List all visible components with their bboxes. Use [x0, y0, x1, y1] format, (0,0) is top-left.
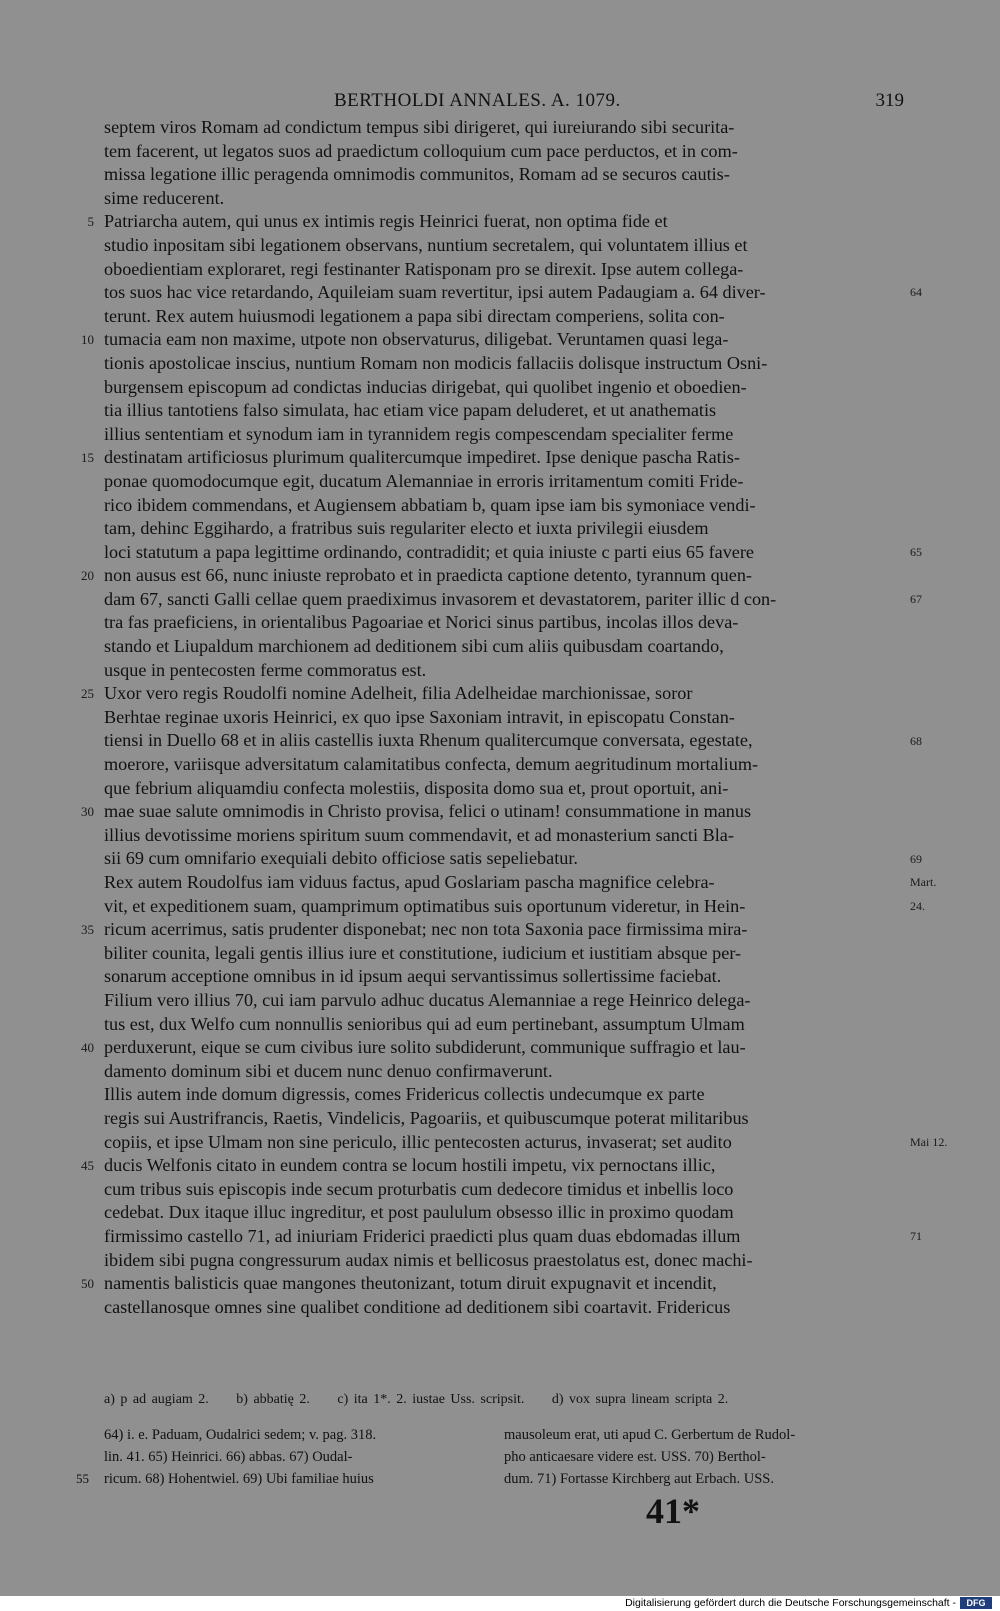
line-text: tia illius tantotiens falso simulata, hac etiam vice papam deluderet, et ut anathematis	[104, 400, 717, 421]
text-line	[104, 1013, 904, 1037]
text-line	[104, 140, 904, 164]
margin-note: 69	[910, 851, 922, 866]
text-line	[104, 376, 904, 400]
line-text: biliter counita, legali gentis illius iure et constitutione, iudicium et iustitiam absque per-	[104, 942, 742, 963]
running-title: BERTHOLDI ANNALES. A. 1079.	[334, 90, 621, 111]
margin-note: 68	[910, 733, 922, 748]
dfg-footer	[0, 1596, 1000, 1611]
line-text: sime reducerent.	[104, 187, 225, 208]
text-line	[104, 281, 904, 305]
margin-note: 71	[910, 1229, 922, 1244]
line-text: firmissimo castello 71, ad iniuriam Friderici praedicti plus quam duas ebdomadas illum	[104, 1225, 741, 1246]
text-line	[104, 659, 904, 683]
main-text	[81, 116, 948, 1319]
line-text: perduxerunt, eique se cum civibus iure solito subdiderunt, communique suffragio et lau-	[104, 1037, 746, 1058]
text-line	[104, 116, 904, 140]
text-line	[104, 729, 904, 753]
text-line	[104, 423, 904, 447]
line-text: copiis, et ipse Ulmam non sine periculo, illic pentecosten acturus, invaserat; set audito	[104, 1131, 732, 1152]
line-text: tiensi in Duello 68 et in aliis castellis iuxta Rhenum qualitercumque conversata, egestate,	[104, 730, 753, 751]
line-text: cum tribus suis episcopis inde secum proturbatis cum dedecore timidus et inbellis loco	[104, 1178, 734, 1199]
line-text: loci statutum a papa legittime ordinando, contradidit; et quia iniuste c parti eius 65 favere	[104, 541, 755, 562]
line-text: Uxor vero regis Roudolfi nomine Adelheit, filia Adelheidae marchionissae, soror	[104, 683, 693, 704]
line-number: 20	[81, 568, 94, 584]
text-line	[104, 635, 904, 659]
line-number: 40	[81, 1040, 94, 1056]
signature-mark: 41*	[646, 1491, 700, 1531]
text-line	[104, 1178, 904, 1202]
line-text: tionis apostolicae inscius, nuntium Romam non modicis fallaciis dolisque instructum Osni-	[104, 352, 768, 373]
text-line	[104, 1036, 904, 1060]
line-text: Illis autem inde domum digressis, comes Fridericus collectis undecumque ex parte	[104, 1084, 705, 1105]
text-line	[104, 1083, 904, 1107]
line-text: mae suae salute omnimodis in Christo provisa, felici o utinam! consummatione in manus	[104, 801, 752, 822]
dfg-credit: Digitalisierung gefördert durch die Deutsche Forschungsgemeinschaft -	[625, 1597, 956, 1609]
text-line	[104, 871, 904, 895]
line-number: 45	[81, 1158, 94, 1174]
line-text: que febrium aliquamdiu confecta molestiis, disposita domo sua et, prout oportuit, ani-	[104, 777, 729, 798]
text-line	[104, 706, 904, 730]
line-text: moerore, variisque adversitatum calamitatibus confecta, demum aegritudinum mortalium-	[104, 754, 759, 775]
line-text: Patriarcha autem, qui unus ex intimis regis Heinrici fuerat, non optima fide et	[104, 211, 668, 232]
line-text: tra fas praeficiens, in orientalibus Pagoariae et Norici sinus partibus, incolas illos deva-	[104, 612, 739, 633]
line-text: Filium vero illius 70, cui iam parvulo adhuc ducatus Alemanniae a rege Heinrico delega-	[104, 989, 751, 1010]
text-line	[104, 187, 904, 211]
text-line	[104, 1107, 904, 1131]
text-line	[104, 328, 904, 352]
footnote-left: lin. 41. 65) Heinrici. 66) abbas. 67) Oudal-	[104, 1449, 353, 1465]
text-line	[104, 1060, 904, 1084]
line-text: castellanosque omnes sine qualibet conditione ad deditionem sibi coartavit. Fridericus	[104, 1296, 731, 1317]
apparatus-note: a) p ad augiam 2.	[104, 1392, 209, 1407]
line-text: Rex autem Roudolfus iam viduus factus, apud Goslariam pascha magnifice celebra-	[104, 872, 715, 892]
footnote-right: mausoleum erat, uti apud C. Gerbertum de Rudol-	[504, 1427, 796, 1443]
footnote-line-number: 55	[76, 1471, 89, 1486]
line-text: sonarum acceptione omnibus in id ipsum aequi servantissimus sollertissime faciebat.	[104, 966, 722, 987]
line-text: illius devotissime moriens spiritum suum commendavit, et ad monasterium sancti Bla-	[104, 824, 734, 845]
line-number: 35	[81, 922, 94, 938]
page-number: 319	[875, 90, 904, 111]
text-line	[104, 847, 904, 871]
text-line	[104, 965, 904, 989]
text-line	[104, 1154, 904, 1178]
line-text: vit, et expeditionem suam, quamprimum optimatibus suis oportunum videretur, in Hein-	[104, 895, 746, 916]
line-text: tem facerent, ut legatos suos ad praedictum colloquium cum pace perductos, et in com-	[104, 140, 738, 161]
line-text: namentis balisticis quae mangones theutonizant, totum diruit expugnavit et incendit,	[104, 1273, 717, 1294]
line-text: terunt. Rex autem huiusmodi legationem a papa sibi directam comperiens, solita con-	[104, 305, 725, 326]
line-text: destinatam artificiosus plurimum qualitercumque impediret. Ipse denique pascha Ratis-	[104, 447, 740, 468]
footnotes	[76, 1424, 904, 1490]
text-line	[104, 611, 904, 635]
margin-note: Mai 12.	[910, 1134, 948, 1149]
line-text: non ausus est 66, nunc iniuste reprobato et in praedicta captione detento, tyrannum quen-	[104, 565, 752, 586]
text-line	[104, 564, 904, 588]
critical-apparatus	[104, 1392, 904, 1408]
line-text: ricum acerrimus, satis prudenter disponebat; nec non tota Saxonia pace firmissima mira-	[104, 919, 748, 940]
text-line	[104, 446, 904, 470]
line-text: sii 69 cum omnifario exequiali debito officiose satis sepeliebatur.	[104, 848, 578, 869]
margin-note: Mart.	[910, 875, 937, 890]
text-line	[104, 541, 904, 565]
line-number: 10	[81, 332, 94, 348]
text-line	[104, 1296, 904, 1320]
line-text: usque in pentecosten ferme commoratus est.	[104, 659, 427, 680]
text-line	[104, 352, 904, 376]
line-number: 50	[81, 1276, 94, 1292]
line-number: 15	[81, 450, 94, 466]
footnote-left: 64) i. e. Paduam, Oudalrici sedem; v. pag. 318.	[104, 1427, 377, 1443]
text-line	[104, 163, 904, 187]
footnote-left: ricum. 68) Hohentwiel. 69) Ubi familiae huius	[104, 1471, 374, 1487]
line-text: Berhtae reginae uxoris Heinrici, ex quo ipse Saxoniam intravit, in episcopatu Constan-	[104, 706, 735, 727]
text-line	[104, 942, 904, 966]
text-line	[104, 1131, 904, 1155]
apparatus-note: b) abbatię 2.	[236, 1392, 310, 1407]
line-text: tus est, dux Welfo cum nonnullis senioribus qui ad eum pertinebant, assumptum Ulmam	[104, 1013, 745, 1034]
apparatus-note: c) ita 1*. 2. iustae Uss. scripsit.	[337, 1392, 525, 1407]
footnote-right: dum. 71) Fortasse Kirchberg aut Erbach. USS.	[504, 1471, 774, 1487]
line-text: septem viros Romam ad condictum tempus sibi dirigeret, qui iureiurando sibi securita-	[104, 117, 735, 137]
text-line	[104, 305, 904, 329]
text-line	[104, 682, 904, 706]
line-text: damento dominum sibi et ducem nunc denuo confirmaverunt.	[104, 1060, 553, 1081]
text-line	[104, 777, 904, 801]
line-text: regis sui Austrifrancis, Raetis, Vindelicis, Pagoariis, et quibuscumque poterat militaribus	[104, 1107, 749, 1128]
line-number: 25	[81, 686, 94, 702]
line-number: 30	[81, 804, 94, 820]
line-text: missa legatione illic peragenda omnimodis communitos, Romam ad se securos cautis-	[104, 164, 730, 185]
line-text: rico ibidem commendans, et Augiensem abbatiam b, quam ipse iam bis symoniace vendi-	[104, 494, 756, 515]
text-line	[104, 517, 904, 541]
text-line	[104, 1272, 904, 1296]
text-line	[104, 753, 904, 777]
apparatus-note: d) vox supra lineam scripta 2.	[551, 1392, 729, 1407]
text-line	[104, 1225, 904, 1249]
text-line	[104, 494, 904, 518]
line-text: tos suos hac vice retardando, Aquileiam suam revertitur, ipsi autem Padaugiam a. 64 diver-	[104, 282, 766, 303]
margin-note: 64	[910, 285, 922, 300]
line-text: illius sententiam et synodum iam in tyrannidem regis compescendam specialiter ferme	[104, 423, 734, 444]
margin-note: 65	[910, 544, 922, 559]
line-text: stando et Liupaldum marchionem ad deditionem sibi cum aliis quibusdam coartando,	[104, 636, 724, 657]
line-text: dam 67, sancti Galli cellae quem praediximus invasorem et devastatorem, pariter illic d con-	[104, 588, 777, 609]
text-line	[104, 258, 904, 282]
text-line	[104, 800, 904, 824]
text-line	[104, 895, 904, 919]
dfg-logo-icon: DFG	[960, 1597, 992, 1609]
margin-note: 67	[910, 592, 922, 606]
line-text: burgensem episcopum ad condictas inducias dirigebat, qui quolibet ingenio et oboedien-	[104, 376, 747, 397]
line-text: ibidem sibi pugna congressurum audax nimis et bellicosus praestolatus est, donec machi-	[104, 1249, 753, 1270]
line-text: ducis Welfonis citato in eundem contra se locum hostili impetu, vix pernoctans illic,	[104, 1155, 716, 1176]
text-line	[104, 399, 904, 423]
margin-note: 24.	[910, 898, 925, 913]
text-line	[104, 1201, 904, 1225]
text-line	[104, 1249, 904, 1273]
text-line	[104, 989, 904, 1013]
line-text: tam, dehinc Eggihardo, a fratribus suis regulariter electo et iuxta privilegii eiusdem	[104, 518, 709, 539]
text-line	[104, 824, 904, 848]
text-line	[104, 588, 904, 612]
text-line	[104, 234, 904, 258]
text-line	[104, 470, 904, 494]
line-number: 5	[87, 214, 94, 230]
line-text: tumacia eam non maxime, utpote non observaturus, diligebat. Veruntamen quasi lega-	[104, 329, 729, 350]
footnote-right: pho anticaesare videre est. USS. 70) Berthol-	[504, 1449, 766, 1465]
line-text: studio inpositam sibi legationem observans, nuntium secretalem, qui voluntatem illius et	[104, 234, 748, 255]
line-text: oboedientiam exploraret, regi festinanter Ratisponam pro se direxit. Ipse autem collega-	[104, 258, 744, 279]
line-text: ponae quomodocumque egit, ducatum Alemanniae in erroris irritamentum comiti Fride-	[104, 470, 744, 491]
text-line	[104, 210, 904, 234]
text-line	[104, 918, 904, 942]
line-text: cedebat. Dux itaque illuc ingreditur, et post paululum obsesso illic in proximo quodam	[104, 1202, 734, 1223]
